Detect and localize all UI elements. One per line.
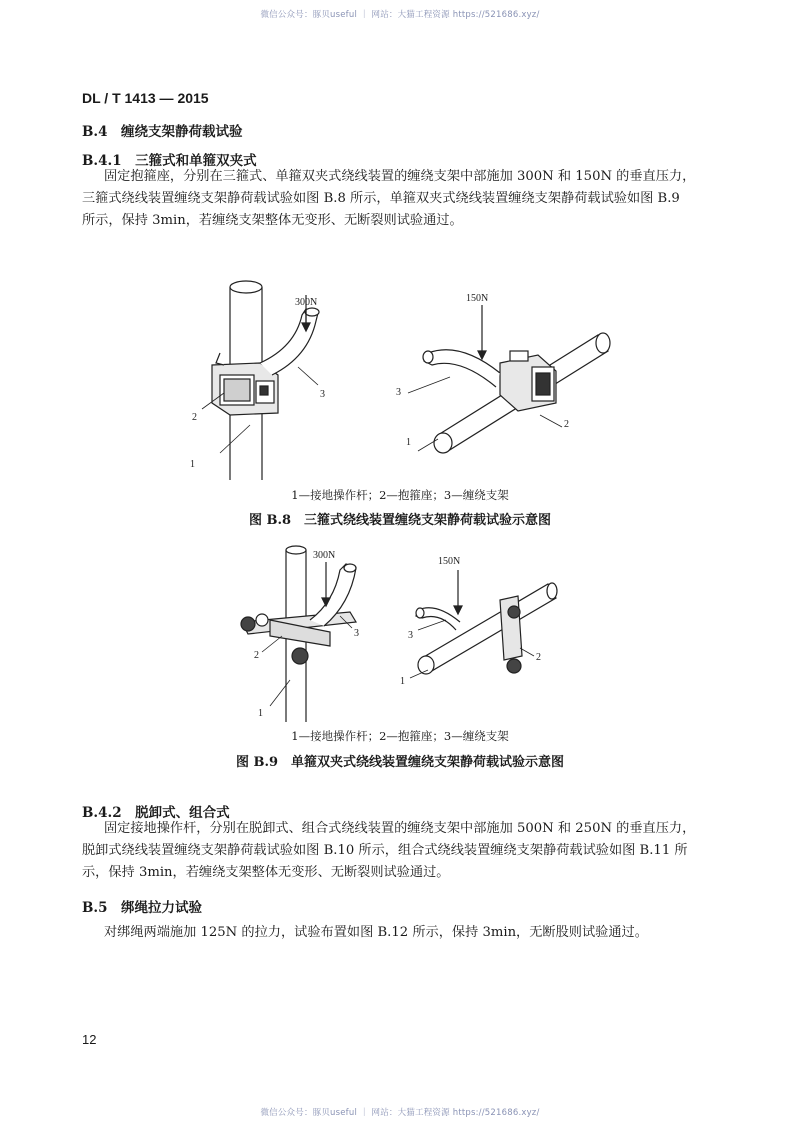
bottom-watermark: 微信公众号：豚贝useful ｜ 网站：大猫工程资源 https://521686.xyz/ xyxy=(260,1108,540,1118)
b9-right-label-3: 3 xyxy=(408,630,413,641)
b42-paragraph-line-3: 示，保持 3min，若缠绕支架整体无变形、无断裂则试验通过。 xyxy=(82,865,450,880)
b8-left-label-3: 3 xyxy=(320,389,325,400)
b9-left-label-2: 2 xyxy=(254,650,259,661)
b9-left-assembly xyxy=(241,546,356,722)
b8-right-label-1: 1 xyxy=(406,437,411,448)
b8-right-label-3: 3 xyxy=(396,387,401,398)
b8-left-label-2: 2 xyxy=(192,412,197,423)
document-header: DL / T 1413 — 2015 xyxy=(82,90,209,106)
b41-paragraph-line-1: 固定抱箍座，分别在三箍式、单箍双夹式绕线装置的缠绕支架中部施加 300N 和 150N 的垂直压力， xyxy=(104,169,696,184)
b8-left-force-label: 300N xyxy=(295,297,318,308)
figure-b9-drawing xyxy=(200,540,600,725)
b8-right-assembly xyxy=(423,333,610,453)
page-number: 12 xyxy=(82,1032,97,1047)
b41-paragraph-line-3: 所示，保持 3min，若缠绕支架整体无变形、无断裂则试验通过。 xyxy=(82,213,463,228)
b8-left-label-1: 1 xyxy=(190,459,195,470)
b42-paragraph-line-2: 脱卸式绕线装置缠绕支架静荷载试验如图 B.10 所示，组合式绕线装置缠绕支架静荷载试验如图 B.11 所 xyxy=(82,843,688,858)
section-b41-heading: B.4.1 三箍式和单箍双夹式 xyxy=(82,153,257,169)
b42-paragraph-line-1: 固定接地操作杆，分别在脱卸式、组合式绕线装置的缠绕支架中部施加 500N 和 250N 的垂直压力， xyxy=(104,821,696,836)
b8-right-force-label: 150N xyxy=(466,293,489,304)
figure-b8-drawing xyxy=(160,275,640,485)
figure-b8-caption: 图 B.8 三箍式绕线装置缠绕支架静荷载试验示意图 xyxy=(248,513,552,528)
b9-right-label-1: 1 xyxy=(400,676,405,687)
b9-left-label-1: 1 xyxy=(258,708,263,719)
figure-b9-caption: 图 B.9 单箍双夹式绕线装置缠绕支架静荷载试验示意图 xyxy=(235,755,565,770)
figure-b8-legend: 1—接地操作杆；2—抱箍座；3—缠绕支架 xyxy=(291,488,509,502)
figure-b9-legend: 1—接地操作杆；2—抱箍座；3—缠绕支架 xyxy=(291,729,509,743)
b8-left-assembly xyxy=(212,281,319,480)
b9-right-label-2: 2 xyxy=(536,652,541,663)
section-b42-heading: B.4.2 脱卸式、组合式 xyxy=(82,805,230,821)
b9-left-force-label: 300N xyxy=(313,550,336,561)
b9-left-label-3: 3 xyxy=(354,628,359,639)
b9-right-force-label: 150N xyxy=(438,556,461,567)
b8-right-label-2: 2 xyxy=(564,419,569,430)
section-b5-heading: B.5 绑绳拉力试验 xyxy=(82,900,203,916)
b5-paragraph: 对绑绳两端施加 125N 的拉力，试验布置如图 B.12 所示，保持 3min，无断股则试验通过。 xyxy=(104,925,648,940)
section-b4-heading: B.4 缠绕支架静荷载试验 xyxy=(82,124,243,140)
b41-paragraph-line-2: 三箍式绕线装置缠绕支架静荷载试验如图 B.8 所示，单箍双夹式绕线装置缠绕支架静荷载试验如图 B.9 xyxy=(82,191,680,206)
top-watermark: 微信公众号：豚贝useful ｜ 网站：大猫工程资源 https://521686.xyz/ xyxy=(260,10,540,20)
